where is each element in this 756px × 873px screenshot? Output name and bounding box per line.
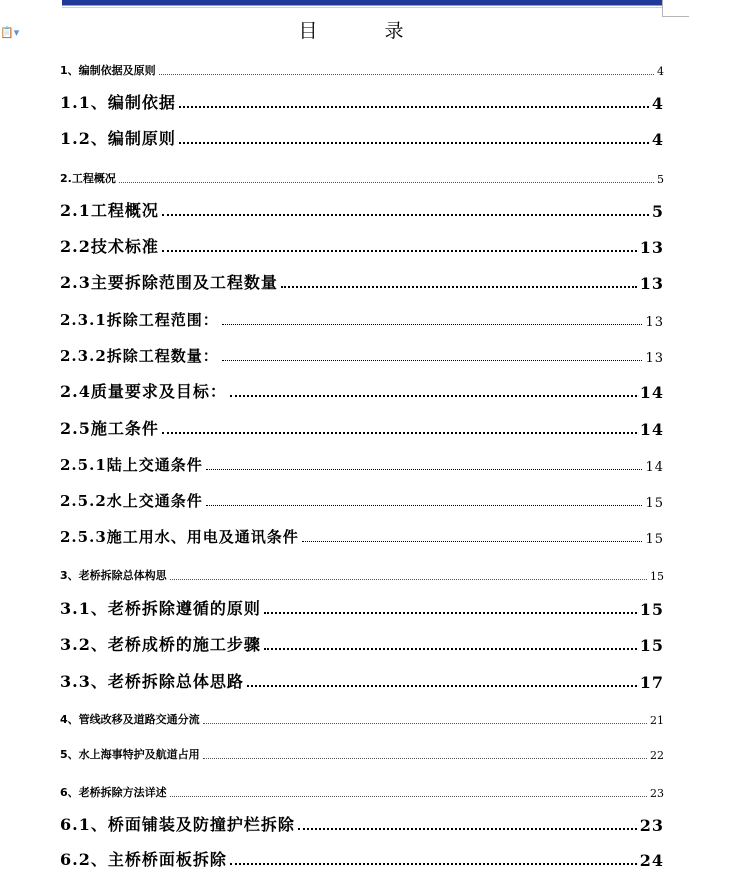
- toc-leader-dots: [264, 647, 637, 650]
- toc-leader-dots: [222, 359, 643, 361]
- toc-entry-title: 2.5.2水上交通条件: [60, 492, 203, 510]
- header-rule: [62, 0, 662, 6]
- toc-leader-dots: [298, 827, 637, 830]
- toc-entry[interactable]: [60, 848, 664, 870]
- toc-entry-title: 6.1、桥面铺装及防撞护栏拆除: [60, 815, 295, 834]
- toc-page-number: 4: [651, 130, 664, 149]
- header-rule-thin: [62, 7, 662, 8]
- toc-entry[interactable]: [60, 235, 664, 257]
- toc-entry[interactable]: [60, 344, 664, 366]
- toc-entry[interactable]: [60, 453, 664, 475]
- toc-entry[interactable]: [60, 525, 664, 547]
- toc-leader-dots: [170, 578, 647, 580]
- toc-page-number: 14: [645, 460, 664, 475]
- toc-entry[interactable]: [60, 567, 664, 583]
- toc-entry-title: 4、管线改移及道路交通分流: [60, 713, 200, 726]
- toc-leader-dots: [170, 795, 647, 797]
- toc-page-number: 15: [639, 636, 664, 655]
- toc-entry-title: 6.2、主桥桥面板拆除: [60, 850, 227, 869]
- toc-entry[interactable]: [60, 633, 664, 655]
- toc-leader-dots: [230, 394, 637, 397]
- toc-leader-dots: [162, 213, 649, 216]
- toc-page-number: 23: [639, 816, 664, 835]
- toc-page-number: 5: [651, 202, 664, 221]
- toc-entry-title: 6、老桥拆除方法详述: [60, 786, 167, 799]
- toc-page-number: 13: [639, 274, 664, 293]
- toc-entry[interactable]: [60, 199, 664, 221]
- toc-page-number: 4: [651, 94, 664, 113]
- toc-entry-title: 2.4质量要求及目标：: [60, 382, 227, 401]
- toc-leader-dots: [281, 285, 637, 288]
- toc-page-number: 17: [639, 673, 664, 692]
- toc-leader-dots: [206, 504, 643, 506]
- toc-leader-dots: [179, 141, 649, 144]
- toc-page-number: 24: [639, 851, 664, 870]
- toc-entry-title: 2.5.1陆上交通条件: [60, 456, 203, 474]
- toc-page-number: 14: [639, 420, 664, 439]
- toc-entry-title: 2.1工程概况: [60, 201, 159, 220]
- toc-leader-dots: [230, 862, 637, 865]
- toc-entry[interactable]: [60, 308, 664, 330]
- toc-entry[interactable]: [60, 380, 664, 402]
- toc-entry-title: 3.2、老桥成桥的施工步骤: [60, 635, 261, 654]
- toc-leader-dots: [247, 684, 637, 687]
- toc-entry-title: 3.1、老桥拆除遵循的原则: [60, 599, 261, 618]
- toc-entry-title: 1.2、编制原则: [60, 129, 176, 148]
- toc-page-number: 15: [645, 532, 664, 547]
- toc-entry-title: 3.3、老桥拆除总体思路: [60, 672, 244, 691]
- toc-leader-dots: [203, 757, 647, 759]
- toc-entry-title: 2.工程概况: [60, 172, 116, 185]
- toc-page-number: 13: [639, 238, 664, 257]
- toc-page-number: 15: [650, 570, 664, 583]
- toc-page-number: 23: [650, 787, 664, 800]
- toc-entry[interactable]: [60, 170, 664, 186]
- toc-leader-dots: [222, 323, 643, 325]
- toc-entry[interactable]: [60, 597, 664, 619]
- toc-entry-title: 3、老桥拆除总体构思: [60, 569, 167, 582]
- toc-entry[interactable]: [60, 62, 664, 78]
- toc-entry-title: 1、编制依据及原则: [60, 64, 156, 77]
- toc-entry-title: 2.3.1拆除工程范围：: [60, 311, 219, 329]
- toc-page-number: 13: [645, 351, 664, 366]
- toc-page-number: 15: [639, 600, 664, 619]
- toc-entry-title: 2.5.3施工用水、用电及通讯条件: [60, 528, 299, 546]
- toc-leader-dots: [206, 468, 643, 470]
- toc-entry[interactable]: [60, 813, 664, 835]
- toc-leader-dots: [119, 181, 654, 183]
- toc-entry-title: 2.3.2拆除工程数量：: [60, 347, 219, 365]
- toc-page-number: 14: [639, 383, 664, 402]
- toc-entry-title: 2.5施工条件: [60, 419, 159, 438]
- toc-entry-title: 2.2技术标准: [60, 237, 159, 256]
- toc-entry[interactable]: [60, 784, 664, 800]
- toc-entry[interactable]: [60, 127, 664, 149]
- toc-page-number: 13: [645, 315, 664, 330]
- toc-entry[interactable]: [60, 271, 664, 293]
- toc-page-number: 21: [650, 714, 664, 727]
- toc-entry[interactable]: [60, 711, 664, 727]
- toc-entry[interactable]: [60, 670, 664, 692]
- page-title: 目 录: [298, 20, 428, 42]
- toc-leader-dots: [162, 249, 637, 252]
- toc-leader-dots: [264, 611, 637, 614]
- toc-leader-dots: [302, 540, 643, 542]
- toc-page-number: 4: [657, 65, 664, 78]
- toc-page-number: 5: [657, 173, 664, 186]
- toc-entry[interactable]: [60, 489, 664, 511]
- toc-leader-dots: [159, 73, 654, 75]
- toc-entry-title: 1.1、编制依据: [60, 93, 176, 112]
- toc-entry[interactable]: [60, 746, 664, 762]
- toc-page-number: 22: [650, 749, 664, 762]
- toc-leader-dots: [203, 722, 647, 724]
- page-corner-mark: [662, 0, 689, 17]
- toc-entry[interactable]: [60, 91, 664, 113]
- toc-entry-title: 5、水上海事特护及航道占用: [60, 748, 200, 761]
- toc-entry[interactable]: [60, 417, 664, 439]
- paste-options-icon[interactable]: 📋▾: [0, 26, 20, 39]
- toc-leader-dots: [179, 105, 649, 108]
- toc-page-number: 15: [645, 496, 664, 511]
- toc-entry-title: 2.3主要拆除范围及工程数量: [60, 273, 278, 292]
- toc-leader-dots: [162, 431, 637, 434]
